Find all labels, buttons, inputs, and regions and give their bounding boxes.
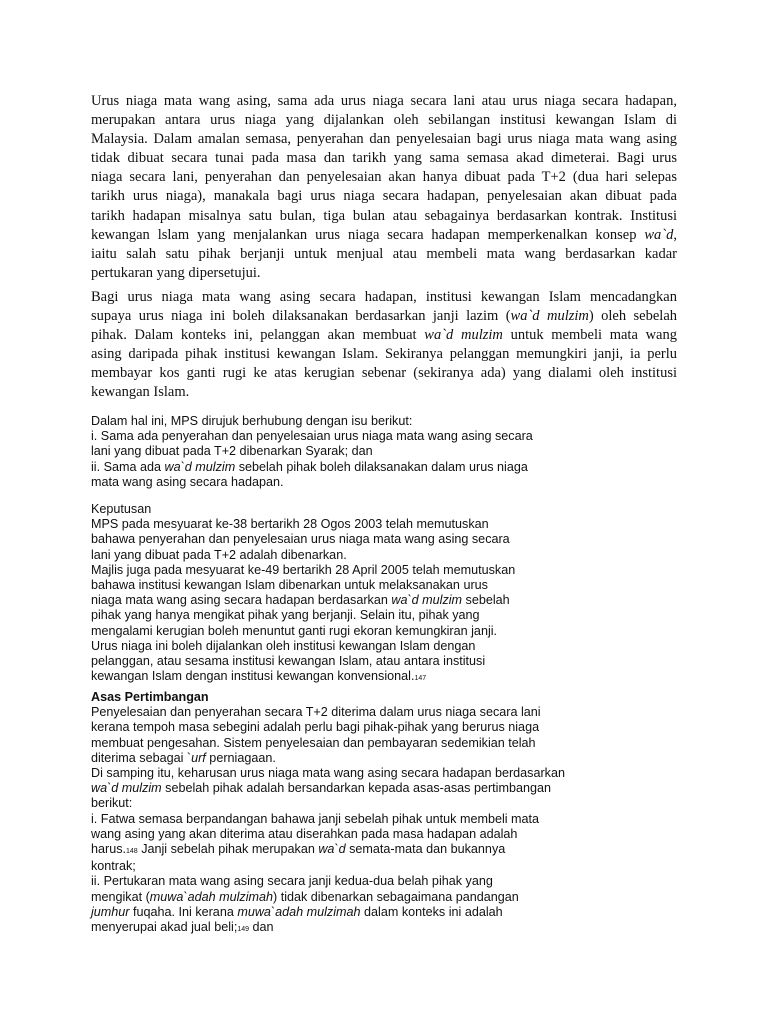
italic-term: wa`d mulzim <box>510 308 589 325</box>
text-line: niaga secara lani, penyerahan dan penyelesaian akan hanya dibuat pada T+2 (dua hari selepas <box>91 169 677 186</box>
text-line: lani yang dibuat pada T+2 adalah dibenarkan. <box>91 547 347 562</box>
text-line: Urus niaga mata wang asing, sama ada urus niaga secara lani atau urus niaga secara hadapan, <box>91 93 677 109</box>
text-run: untuk membeli mata wang <box>502 327 677 344</box>
text-line: kontrak; <box>91 859 136 874</box>
section-considerations <box>91 690 611 937</box>
italic-term: wa`d mulzim <box>91 781 162 796</box>
text-run: ) tidak dibenarkan sebagaimana pandangan <box>273 889 519 904</box>
text-line: merupakan antara urus niaga yang dijalankan oleh sebilangan institusi kewangan Islam di <box>91 112 677 129</box>
italic-term: wa`d <box>318 842 346 857</box>
text-line <box>91 842 611 859</box>
text-line: bahawa penyerahan dan penyelesaian urus niaga mata wang asing secara <box>91 532 510 547</box>
text-line: Dalam hal ini, MPS dirujuk berhubung dengan isu berikut: <box>91 414 413 428</box>
text-run: supaya urus niaga ini boleh dilaksanakan berdasarkan janji lazim ( <box>91 308 511 325</box>
text-run: sebelah <box>462 593 510 608</box>
text-line <box>91 781 611 796</box>
text-line <box>91 890 611 905</box>
text-run: dalam konteks ini adalah <box>360 904 503 919</box>
text-run: menyerupai akad jual beli; <box>91 920 238 935</box>
text-run: kewangan lslam yang menjalankan urus niaga secara hadapan memperkenalkan konsep <box>91 226 645 243</box>
text-line: tarikh urus niaga), manakala bagi urus niaga secara hadapan, penyelesaian akan dibuat pada <box>91 188 677 205</box>
section-issues <box>91 414 611 490</box>
italic-term: muwa`adah mulzimah <box>149 889 273 904</box>
text-line: asing daripada pihak institusi kewangan Islam. Sekiranya pelanggan memungkiri janji, ia perlu <box>91 346 677 363</box>
text-line <box>91 307 677 326</box>
text-run: perniagaan. <box>205 750 276 765</box>
text-line: bahawa institusi kewangan Islam dibenarkan untuk melaksanakan urus <box>91 578 488 593</box>
text-line: tidak dibuat secara tunai pada masa dan tarikh yang sama semasa akad dimeterai. Bagi urus <box>91 150 677 167</box>
italic-term: urf <box>191 750 206 765</box>
text-run: , <box>673 226 677 243</box>
italic-term: wa`d mulzim <box>424 327 503 344</box>
text-run: semata-mata dan bukannya <box>345 842 506 857</box>
italic-term: muwa`adah mulzimah <box>237 904 361 919</box>
text-line <box>91 460 611 475</box>
text-line: pelanggan, atau sesama institusi kewangan Islam, atau antara institusi <box>91 654 486 669</box>
text-run: sebelah pihak boleh dilaksanakan dalam urus niaga <box>235 459 528 474</box>
text-line: tarikh hadapan misalnya satu bulan, tiga bulan atau sebagainya berdasarkan kontrak. Institusi <box>91 207 677 224</box>
italic-term: jumhur <box>91 904 130 919</box>
text-line <box>91 226 677 245</box>
text-line: kerana tempoh masa sebegini adalah perlu bagi pihak-pihak yang berurus niaga <box>91 720 540 735</box>
footnote-ref: 147 <box>414 675 427 683</box>
text-line: Penyelesaian dan penyerahan secara T+2 diterima dalam urus niaga secara lani <box>91 705 541 720</box>
text-run: ) oleh sebelah <box>588 308 677 325</box>
text-run: kewangan Islam dengan institusi kewangan konvensional. <box>91 669 415 684</box>
text-line: ii. Pertukaran mata wang asing secara janji kedua-dua belah pihak yang <box>91 874 493 889</box>
text-line: i. Fatwa semasa berpandangan bahawa janji sebelah pihak untuk membeli mata <box>91 811 540 826</box>
text-line: lani yang dibuat pada T+2 dibenarkan Syarak; dan <box>91 444 373 459</box>
paragraph-forward-transaction <box>91 288 677 403</box>
text-line: Di samping itu, keharusan urus niaga mata wang asing secara hadapan berdasarkan <box>91 766 565 781</box>
footnote-ref: 149 <box>237 926 250 934</box>
text-run: fuqaha. Ini kerana <box>129 904 238 919</box>
text-line: wang asing yang akan diterima atau diserahkan pada masa hadapan adalah <box>91 826 518 841</box>
text-line: i. Sama ada penyerahan dan penyelesaian urus niaga mata wang asing secara <box>91 429 533 444</box>
text-run: sebelah pihak adalah bersandarkan kepada asas-asas pertimbangan <box>161 781 551 796</box>
text-run: ii. Sama ada <box>91 459 165 474</box>
text-line: Malaysia. Dalam amalan semasa, penyerahan dan penyelesaian bagi urus niaga mata wang asing <box>91 131 677 148</box>
footnote-ref: 148 <box>126 848 138 856</box>
text-run: Janji sebelah pihak merupakan <box>137 842 319 857</box>
text-line: berikut: <box>91 796 133 811</box>
italic-term: wa`d mulzim <box>164 459 236 474</box>
text-line: iaitu salah satu pihak berjanji untuk menjual atau membeli mata wang berdasarkan kadar <box>91 245 677 262</box>
text-line: kewangan Islam. <box>91 384 190 401</box>
paragraph-intro <box>91 92 677 283</box>
italic-term: wa`d mulzim <box>391 593 463 608</box>
text-line: mata wang asing secara hadapan. <box>91 474 284 489</box>
text-line: MPS pada mesyuarat ke-38 bertarikh 28 Ogos 2003 telah memutuskan <box>91 517 489 532</box>
text-line: pertukaran yang dipersetujui. <box>91 264 261 281</box>
text-line <box>91 920 611 937</box>
text-run: dan <box>249 920 274 935</box>
section-decision <box>91 502 611 686</box>
text-run: diterima sebagai ` <box>91 750 192 765</box>
text-line: mengalami kerugian boleh menuntut ganti rugi ekoran kemungkiran janji. <box>91 623 498 638</box>
text-line: Urus niaga ini boleh dijalankan oleh institusi kewangan Islam dengan <box>91 638 476 653</box>
text-line <box>91 593 611 608</box>
text-run: mengikat ( <box>91 889 150 904</box>
text-line <box>91 326 677 345</box>
text-run: harus. <box>91 842 127 857</box>
italic-term: wa`d <box>644 226 674 243</box>
text-line <box>91 669 611 686</box>
section-heading-keputusan: Keputusan <box>91 502 152 516</box>
text-line: Majlis juga pada mesyuarat ke-49 bertarikh 28 April 2005 telah memutuskan <box>91 562 516 577</box>
text-run: niaga mata wang asing secara hadapan berdasarkan <box>91 593 392 608</box>
section-heading-asas-pertimbangan: Asas Pertimbangan <box>91 690 209 704</box>
text-line: pihak yang hanya mengikat pihak yang berjanji. Selain itu, pihak yang <box>91 608 480 623</box>
text-line: membayar kos ganti rugi ke atas kerugian sebenar (sekiranya ada) yang dialami oleh institusi <box>91 365 677 382</box>
text-line <box>91 751 611 766</box>
text-run: pihak. Dalam konteks ini, pelanggan akan membuat <box>91 327 425 344</box>
text-line <box>91 905 611 920</box>
text-line: Bagi urus niaga mata wang asing secara hadapan, institusi kewangan Islam mencadangkan <box>91 289 677 305</box>
text-line: membuat pengesahan. Sistem penyelesaian dan pembayaran sedemikian telah <box>91 735 536 750</box>
